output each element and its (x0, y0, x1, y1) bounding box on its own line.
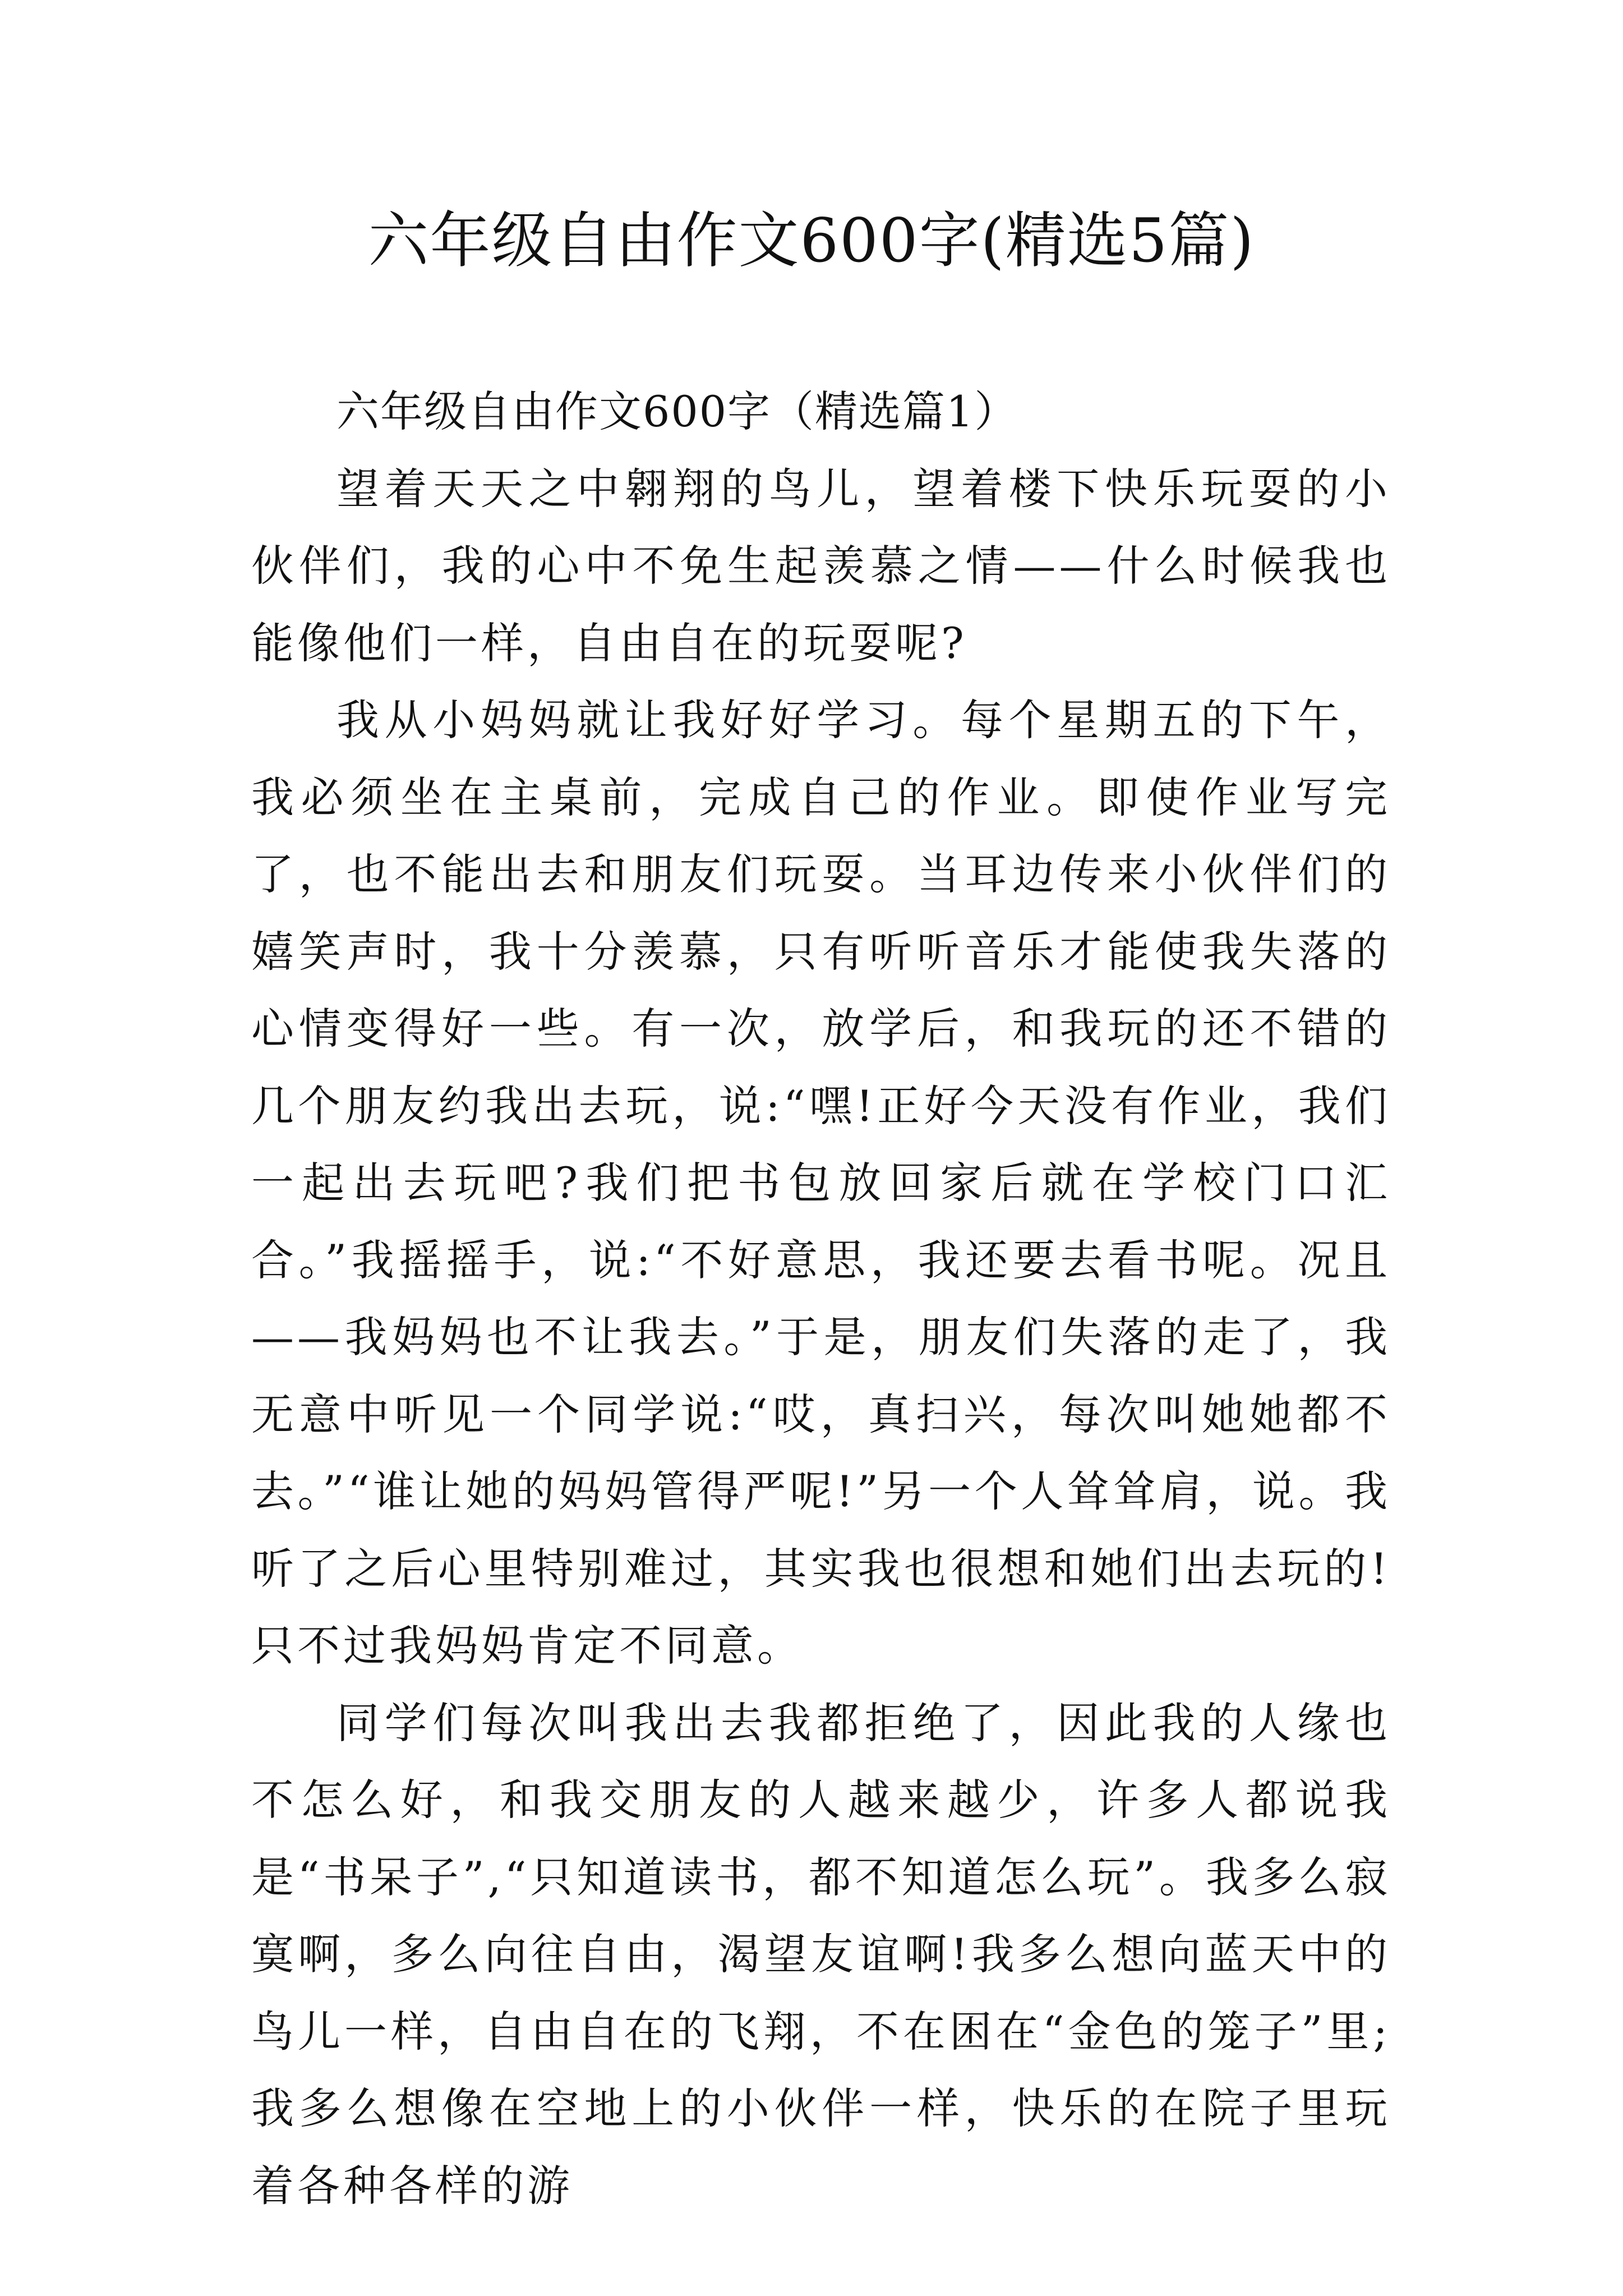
section-heading: 六年级自由作文600字（精选篇1） (336, 386, 1018, 436)
paragraph: 同学们每次叫我出去我都拒绝了，因此我的人缘也不怎么好，和我交朋友的人越来越少，许多人都说我是“书呆子”,“只知道读书，都不知道怎么玩”。我多么寂寞啊，多么向往自由，渴望友谊啊!我多么想向蓝天中的鸟儿一样，自由自在的飞翔，不在困在“金色的笼子”里;我多么想像在空地上的小伙伴一样，快乐的在院子里玩着各种各样的游 (251, 1697, 1391, 2211)
paragraph: 我从小妈妈就让我好好学习。每个星期五的下午，我必须坐在主桌前，完成自己的作业。即使作业写完了，也不能出去和朋友们玩耍。当耳边传来小伙伴们的嬉笑声时，我十分羡慕，只有听听音乐才能使我失落的心情变得好一些。有一次，放学后，和我玩的还不错的几个朋友约我出去玩，说:“嘿!正好今天没有作业，我们一起出去玩吧?我们把书包放回家后就在学校门口汇合。”我摇摇手，说:“不好意思，我还要去看书呢。况且——我妈妈也不让我去。”于是，朋友们失落的走了，我无意中听见一个同学说:“哎，真扫兴，每次叫她她都不去。”“谁让她的妈妈管得严呢!”另一个人耸耸肩，说。我听了之后心里特别难过，其实我也很想和她们出去玩的!只不过我妈妈肯定不同意。 (251, 695, 1391, 1671)
document-title: 六年级自由作文600字(精选5篇) (368, 206, 1255, 276)
document-body (251, 373, 1391, 2224)
paragraph: 望着天天之中翱翔的鸟儿，望着楼下快乐玩耍的小伙伴们，我的心中不免生起羡慕之情——什么时候我也能像他们一样，自由自在的玩耍呢? (251, 463, 1391, 668)
